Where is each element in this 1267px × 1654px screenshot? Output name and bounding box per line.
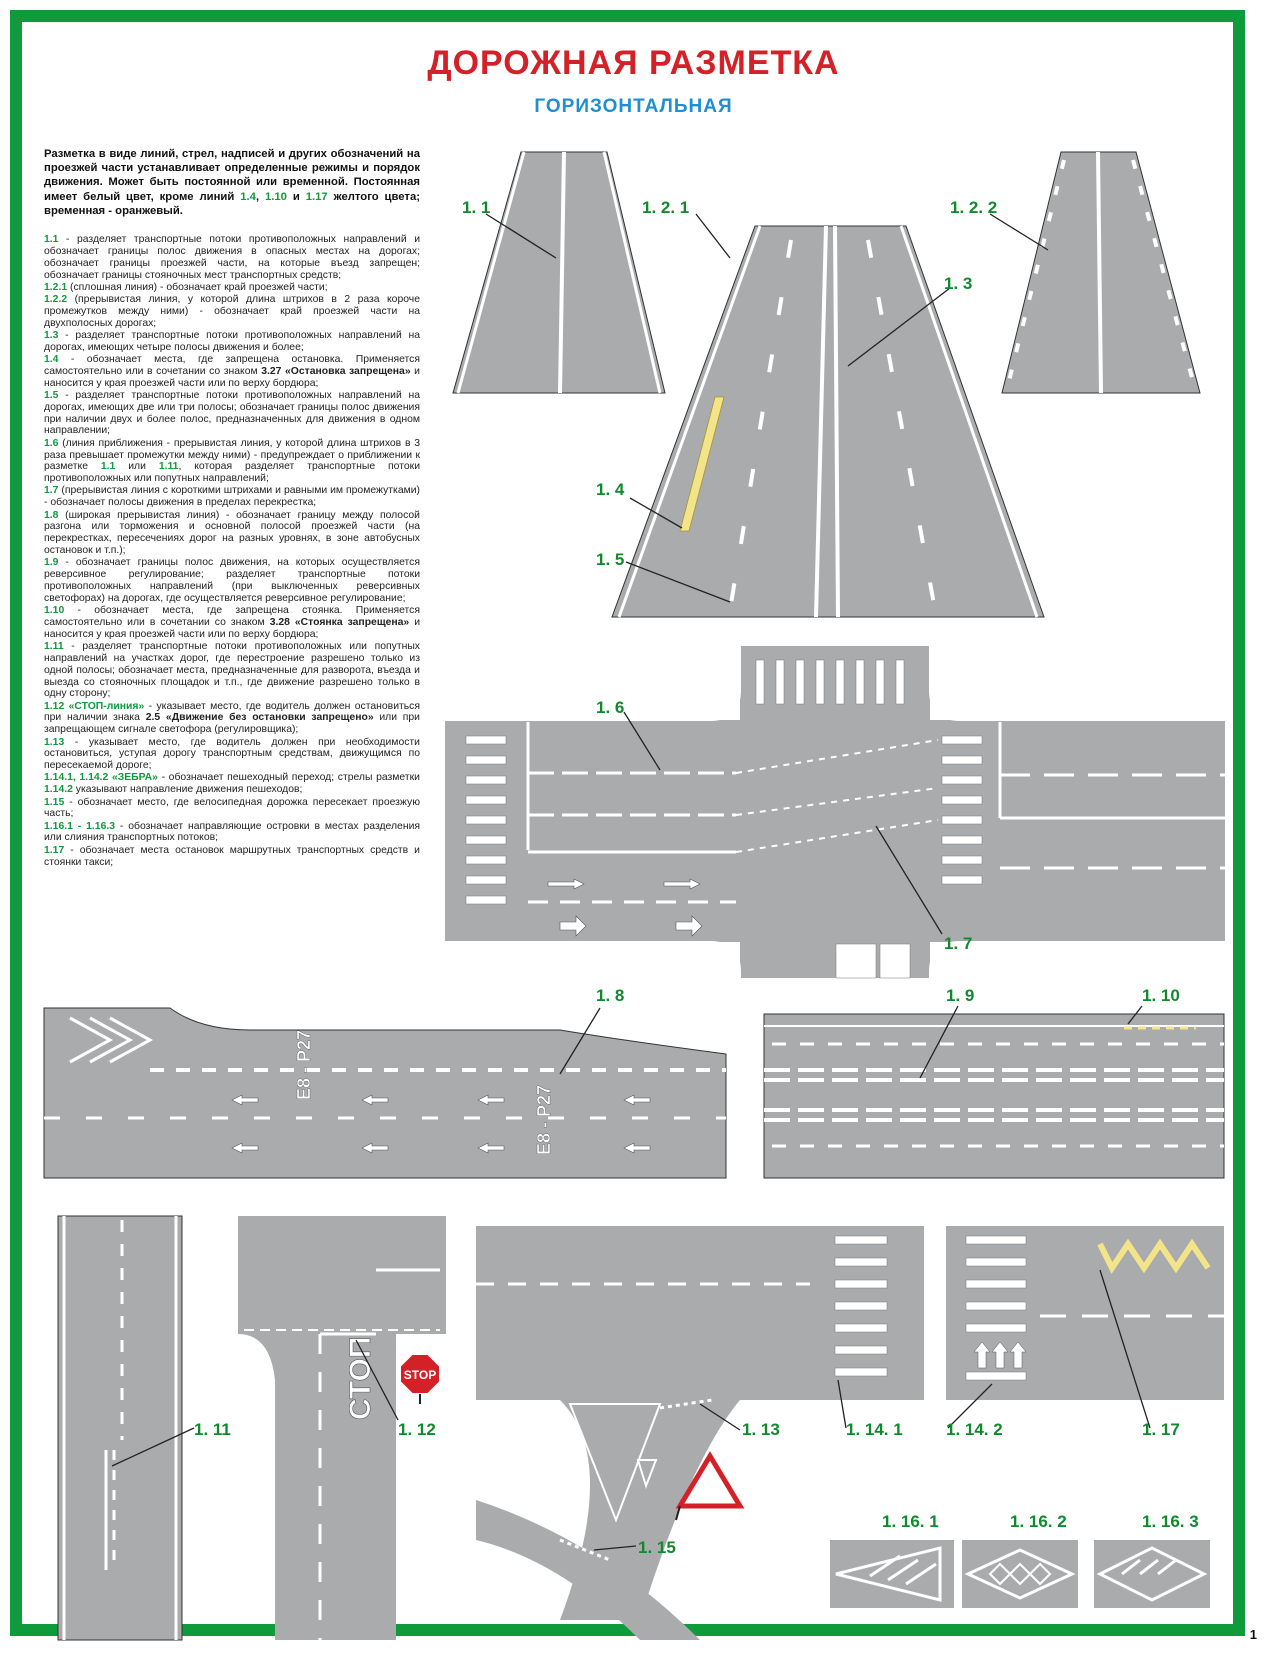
desc-code: 1.4 <box>44 354 59 365</box>
road-1-14-2 <box>946 1226 1224 1400</box>
desc-text: - указывает место, где водитель должен при необходимости остановиться, уступая дорогу транспортным средствам, движущимся по пересекаемой дороге; <box>44 736 420 772</box>
desc-sign-ref: 3.28 «Стоянка запрещена» <box>269 616 410 628</box>
marking-label-1-14-1: 1. 14. 1 <box>846 1420 903 1439</box>
intro-code-2: 1.10 <box>264 190 287 203</box>
marking-label-1-15: 1. 15 <box>638 1538 676 1557</box>
marking-label-1-4: 1. 4 <box>596 480 625 499</box>
desc-code: 1.2.2 <box>44 294 68 305</box>
marking-label-1-6: 1. 6 <box>596 698 625 717</box>
intro-code-1: 1.4 <box>240 190 256 203</box>
desc-text: указывают направление движения пешеходов; <box>72 784 303 796</box>
desc-text: - обозначает пешеходный переход; стрелы разметки <box>157 772 420 784</box>
desc-code: 1.10 <box>44 605 65 617</box>
desc-code: 1.14.2 <box>44 784 73 796</box>
desc-code: 1.3 <box>44 329 59 341</box>
page-number: 1 <box>1249 1627 1257 1642</box>
desc-code: 1.15 <box>44 796 65 808</box>
desc-text: или <box>115 461 159 473</box>
marking-label-1-9: 1. 9 <box>946 986 975 1005</box>
stop-sign-text: STOP <box>403 1368 437 1382</box>
desc-code: 1.9 <box>44 557 59 569</box>
desc-text: - разделяет транспортные потоки противоположных направлений на дорогах, имеющих две или три полосы; обозначает границы полос движения при наличии двух и более полос, предназначенных для движения в одном направлении; <box>44 389 420 437</box>
desc-text: - разделяет транспортные потоки противоположных направлений на дорогах, имеющих четыре полосы движения и более; <box>44 329 420 353</box>
desc-code: 1.11 <box>44 640 64 652</box>
desc-text: и наносится у края проезжей части или по верху бордюра; <box>44 365 420 389</box>
road-intersection <box>445 646 1225 978</box>
marking-label-1-14-2: 1. 14. 2 <box>946 1420 1003 1439</box>
intro-text-2: желтого цвета; временная - оранжевый. <box>44 190 420 217</box>
marking-label-1-5: 1. 5 <box>596 550 625 569</box>
desc-text: - обозначает направляющие островки в местах разделения или слияния транспортных потоков; <box>44 820 420 844</box>
marking-label-1-2-2: 1. 2. 2 <box>950 198 998 217</box>
marking-label-1-3: 1. 3 <box>944 274 973 293</box>
marking-label-1-12: 1. 12 <box>398 1420 436 1439</box>
marking-label-1-11: 1. 11 <box>194 1420 231 1439</box>
desc-text: - указывает место, где водитель должен остановиться при наличии знака <box>44 700 420 724</box>
desc-code: 1.13 <box>44 736 65 748</box>
desc-text: - обозначает места, где запрещена стоянка. Применяется самостоятельно или в сочетании со знаком <box>44 605 420 628</box>
road-text-e8: E8 - P27 <box>534 1084 554 1155</box>
desc-text: (прерывистая линия, у которой длина штрихов в 2 раза короче промежутков между ними) - обозначает край проезжей части на двухполосных дорогах; <box>44 294 420 329</box>
island-1-16-1 <box>830 1540 954 1608</box>
desc-code: 1.16.1 - 1.16.3 <box>44 820 116 832</box>
desc-code: 1.6 <box>44 437 59 449</box>
desc-code: 1.2.1 <box>44 281 68 293</box>
desc-text: - обозначает границы полос движения, на которых осуществляется реверсивное регулирование; разделяет транспортные потоки противоположных направлений (при выключенных реверсивных светофорах) на дорогах, где осуществляется реверсивное регулирование; <box>44 557 420 604</box>
desc-code: 1.1 <box>44 234 59 245</box>
road-1-1 <box>453 152 665 393</box>
desc-code: 1.17 <box>44 844 65 856</box>
desc-text: - разделяет транспортные потоки противоположных направлений и обозначает границы полос движения в опасных местах на дорогах; обозначает границы проезжей части, на которые въезд запрещен; обозначает границы стояночных мест транспортных средств; <box>44 234 420 281</box>
desc-text: (прерывистая линия с короткими штрихами и равными им промежутками) - обозначает полосы движения в пределах перекрестка; <box>44 485 420 509</box>
desc-code: 1.14.1, 1.14.2 «ЗЕБРА» <box>44 772 158 784</box>
desc-text: (линия приближения - прерывистая линия, у которой длина штрихов в 3 раза превышает промежутки между ними) - предупреждает о приближении к разметке <box>44 437 420 473</box>
intro-code-3: 1.17 <box>305 190 328 203</box>
desc-code: 1.7 <box>44 485 59 497</box>
desc-text: и наносится у края проезжей части или по верху бордюра; <box>44 616 420 640</box>
road-1-9 <box>764 1014 1224 1178</box>
desc-text: , которая разделяет транспортные потоки противоположных или попутных направлений; <box>44 461 421 485</box>
marking-label-1-1: 1. 1 <box>462 198 491 217</box>
marking-label-1-16-1: 1. 16. 1 <box>882 1512 939 1531</box>
page-subtitle: ГОРИЗОНТАЛЬНАЯ <box>534 96 733 117</box>
marking-label-1-10: 1. 10 <box>1142 986 1180 1005</box>
marking-label-1-16-3: 1. 16. 3 <box>1142 1512 1199 1531</box>
desc-text: (сплошная линия) - обозначает край проезжей части; <box>67 281 328 293</box>
intro-sep-2: и <box>286 190 306 203</box>
desc-text: - обозначает места остановок маршрутных транспортных средств и стоянки такси; <box>44 844 420 868</box>
road-1-11 <box>58 1216 182 1640</box>
road-1-8 <box>44 1008 726 1178</box>
intro-sep-1: , <box>255 190 265 203</box>
marking-label-1-8: 1. 8 <box>596 986 625 1005</box>
marking-label-1-13: 1. 13 <box>742 1420 780 1439</box>
marking-label-1-7: 1. 7 <box>944 934 973 953</box>
desc-text: - разделяет транспортные потоки противоположных или попутных направлений на участках дорог, где перестроение разрешено только из одной полосы; обозначает места, предназначенные для разворота, въезда и выезда со стояночных площадок и т.п., где движение разрешено только в одну сторону; <box>44 640 420 700</box>
road-1-2-2 <box>1002 152 1200 393</box>
desc-text: (широкая прерывистая линия) - обозначает границу между полосой разгона или торможения и основной полосой проезжей части (на перекрестках, пересечениях дорог на разных уровнях, в зоне автобусных остановок и т.п.); <box>44 509 420 557</box>
page-title: ДОРОЖНАЯ РАЗМЕТКА <box>427 44 840 82</box>
desc-code: 1.8 <box>44 509 59 521</box>
island-1-16-3 <box>1094 1540 1210 1608</box>
desc-text: или при запрещающем сигнале светофора (регулировщика); <box>44 712 420 736</box>
desc-code: 1.11 <box>158 461 179 473</box>
desc-text: - обозначает места, где запрещена остановка. Применяется самостоятельно или в сочетании со знаком <box>44 354 420 377</box>
desc-text: - обозначает место, где велосипедная дорожка пересекает проезжую часть; <box>44 796 420 820</box>
road-text-e8: E8 - P27 <box>294 1029 314 1100</box>
island-1-16-2 <box>962 1540 1078 1608</box>
road-highway <box>612 226 1044 617</box>
marking-label-1-2-1: 1. 2. 1 <box>642 198 690 217</box>
desc-sign-ref: 3.27 «Остановка запрещена» <box>261 365 411 377</box>
road-text-stop: СТОП <box>344 1336 377 1420</box>
desc-code: 1.1 <box>100 461 116 473</box>
desc-sign-ref: 2.5 «Движение без остановки запрещено» <box>145 712 374 724</box>
marking-label-1-16-2: 1. 16. 2 <box>1010 1512 1067 1531</box>
desc-code: 1.5 <box>44 389 59 401</box>
intro-text-1: Разметка в виде линий, стрел, надписей и других обозначений на проезжей части устанавливает определенные режимы и порядок движения. Может быть постоянной или временной. Постоянная имеет белый цвет, кроме линий <box>44 148 420 203</box>
desc-code: 1.12 «СТОП-линия» <box>44 700 145 712</box>
marking-label-1-17: 1. 17 <box>1142 1420 1180 1439</box>
